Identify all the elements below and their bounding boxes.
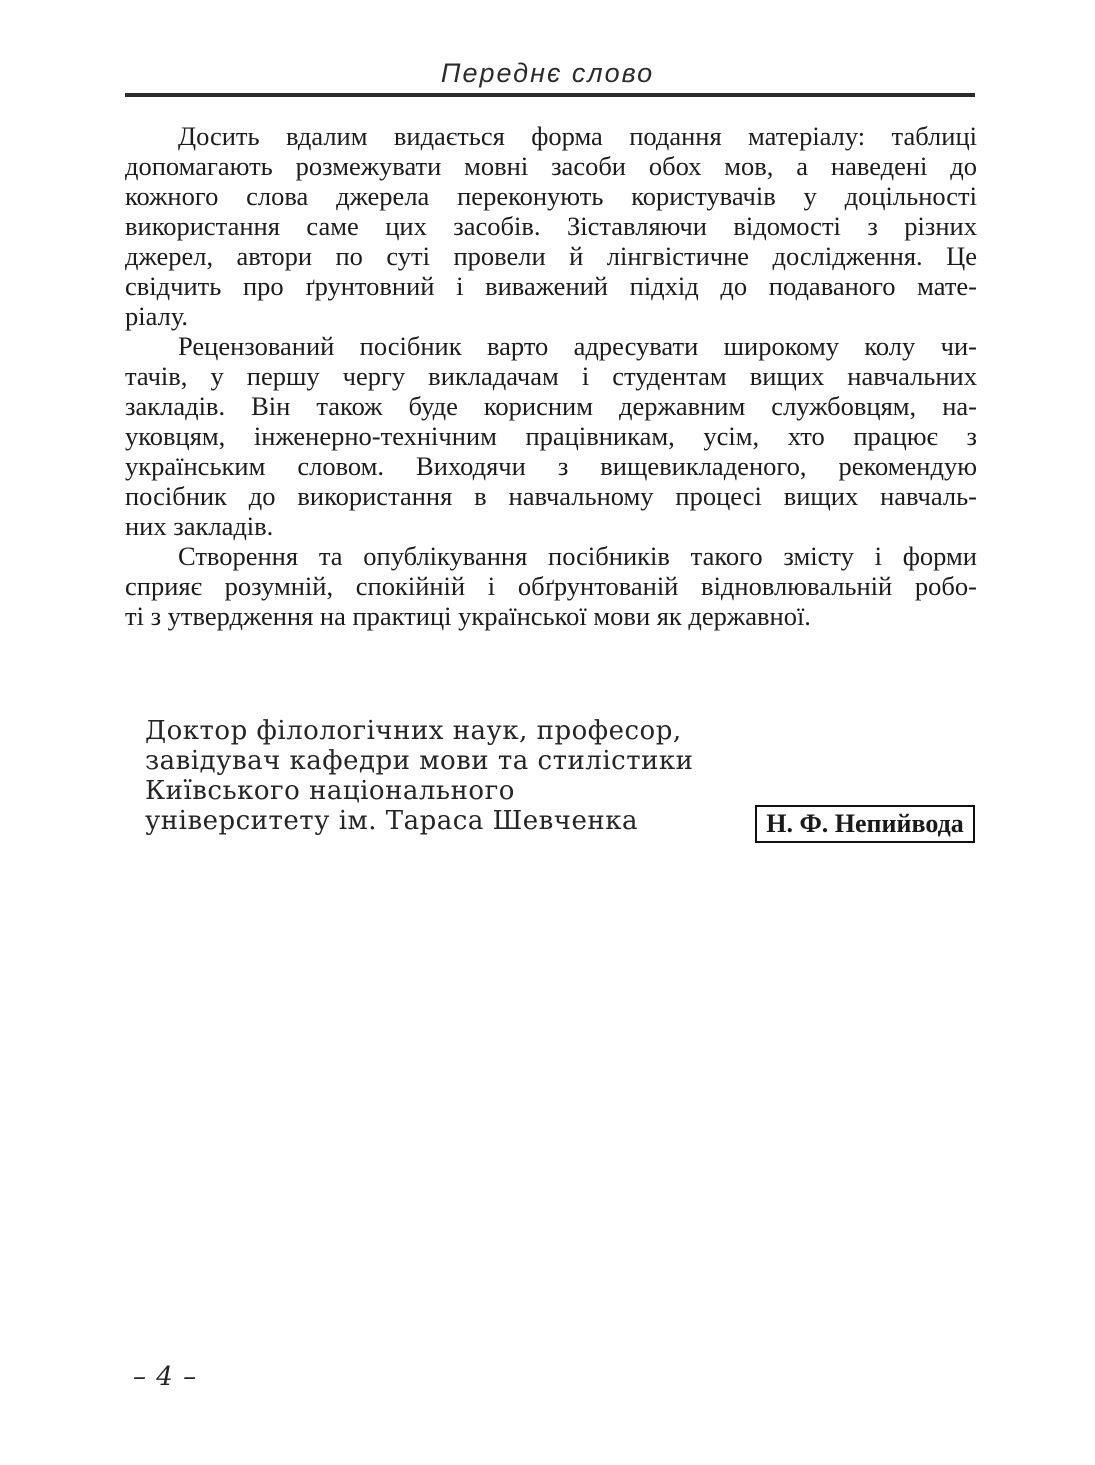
text-line: них закладів. (125, 511, 274, 541)
text-line: кожного слова джерела переконують користувачів у доцільності (125, 181, 977, 211)
text-line: посібник до використання в навчальному процесі вищих навчаль- (125, 481, 977, 511)
text-line: Створення та опублікування посібників такого змісту і форми (178, 541, 977, 571)
reviewer-name-box (755, 805, 975, 843)
signature-line: університету ім. Тараса Шевченка (145, 806, 638, 836)
reviewer-name: Н. Ф. Непийвода (766, 809, 964, 838)
text-line: ті з утвердження на практиці української мови як державної. (125, 601, 811, 631)
text-line: Рецензований посібник варто адресувати широкому колу чи- (178, 331, 977, 361)
text-line: тачів, у першу чергу викладачам і студентам вищих навчальних (125, 361, 977, 391)
text-line: ріалу. (125, 301, 189, 331)
text-line: сприяє розумній, спокійній і обґрунтованій відновлювальній робо- (125, 571, 977, 601)
text-line: використання саме цих засобів. Зіставляючи відомості з різних (125, 211, 977, 241)
page-number: – 4 – (133, 1362, 198, 1392)
body-text (125, 121, 977, 631)
text-line: уковцям, інженерно-технічним працівникам, усім, хто працює з (125, 421, 977, 451)
text-line: українським словом. Виходячи з вищевикладеного, рекомендую (125, 451, 977, 481)
text-line: закладів. Він також буде корисним державним службовцям, на- (125, 391, 977, 421)
text-line: допомагають розмежувати мовні засоби обох мов, а наведені до (125, 151, 977, 181)
text-line: Досить вдалим видається форма подання матеріалу: таблиці (178, 121, 977, 151)
signature-line: Доктор філологічних наук, професор, (145, 716, 682, 746)
header-rule (125, 93, 975, 97)
text-line: джерел, автори по суті провели й лінгвістичне дослідження. Це (125, 241, 977, 271)
running-head: Переднє слово (440, 58, 655, 88)
signature-block (145, 716, 705, 836)
text-line: свідчить про ґрунтовний і виважений підхід до подаваного мате- (125, 271, 977, 301)
signature-line: завідувач кафедри мови та стилістики (145, 746, 694, 776)
signature-line: Київського національного (145, 776, 515, 806)
